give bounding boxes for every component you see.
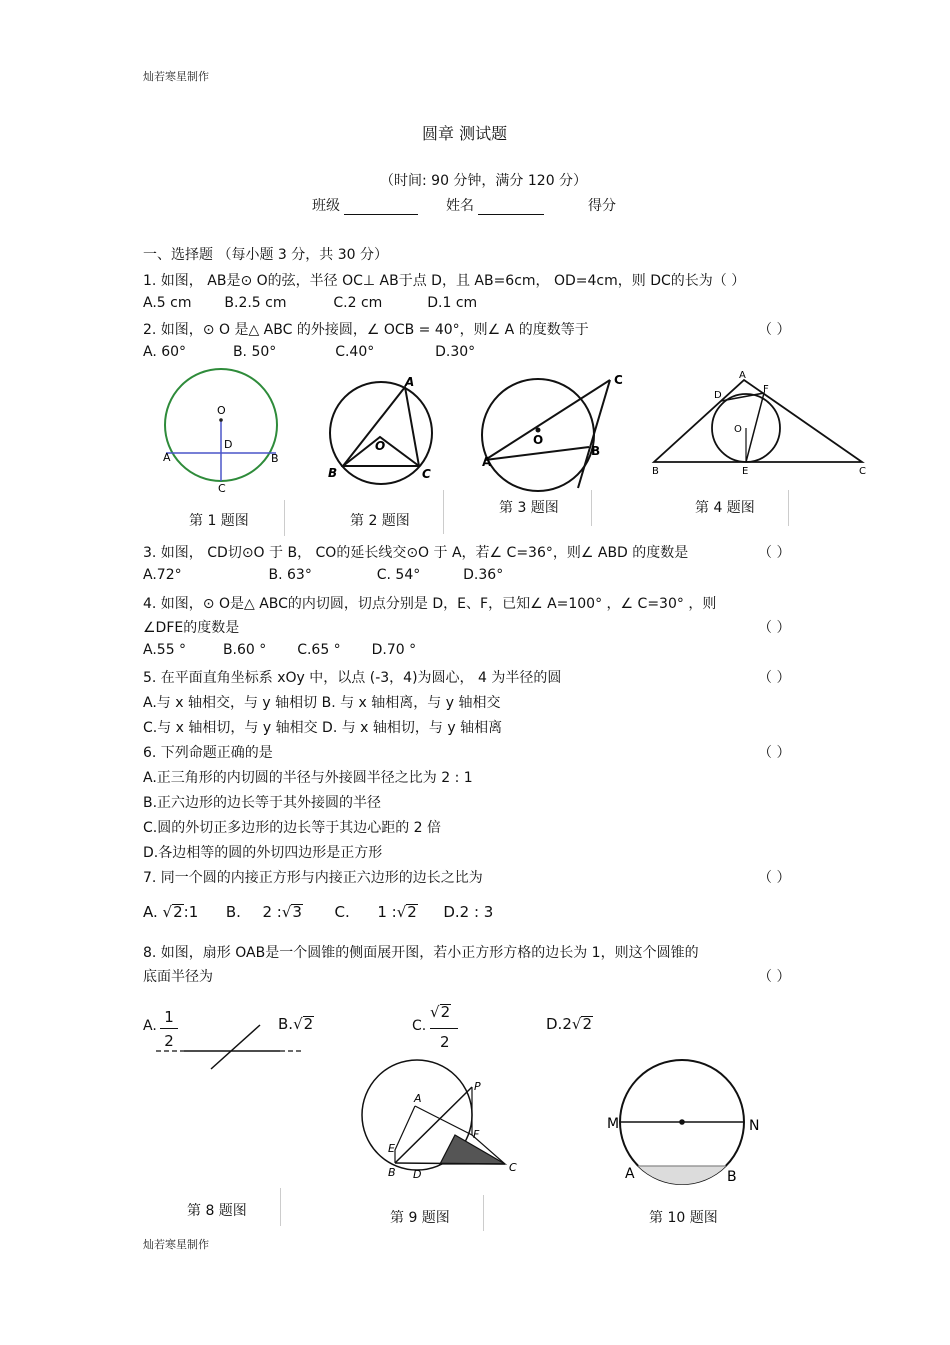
fig2-label-a: A bbox=[405, 375, 415, 389]
q6-option-c: C.圆的外切正多边形的边长等于其边心距的 2 倍 bbox=[143, 820, 442, 836]
q6-paren: （ ） bbox=[758, 745, 791, 761]
q7-options: A. √2:1 B. 2 :√3 C. 1 :√2 D.2 : 3 bbox=[143, 903, 494, 921]
q6-option-b: B.正六边形的边长等于其外接圆的半径 bbox=[143, 795, 382, 811]
fig8-caption: 第 8 题图 bbox=[187, 1203, 247, 1219]
q2-option-b: B. 50° bbox=[232, 344, 277, 360]
fig4-label-b: B bbox=[652, 466, 659, 477]
q7-opt-a-label: A. bbox=[143, 903, 158, 921]
q2-option-a: A. 60° bbox=[143, 344, 187, 360]
fig4-label-c: C bbox=[859, 466, 866, 477]
fig3-label-b: B bbox=[591, 444, 601, 458]
q8-opt-b-root: 2 bbox=[303, 1015, 314, 1033]
fig2-caption: 第 2 题图 bbox=[350, 513, 410, 529]
q7-opt-d: D.2 : 3 bbox=[443, 903, 494, 921]
fig9-label-c: C bbox=[509, 1161, 517, 1174]
fig-divider bbox=[284, 500, 285, 536]
fig9-label-b: B bbox=[388, 1166, 396, 1179]
q1-option-b: B.2.5 cm bbox=[224, 295, 287, 311]
fig-divider bbox=[788, 490, 789, 526]
fig3-label-c: C bbox=[614, 373, 623, 387]
fig4-triangle bbox=[654, 380, 862, 462]
q4-options bbox=[143, 642, 416, 658]
q5-options-ab: A.与 x 轴相交，与 y 轴相切 B. 与 x 轴相离，与 y 轴相交 bbox=[143, 695, 501, 711]
page-title: 圆章 测试题 bbox=[422, 124, 508, 143]
q8-diagonal bbox=[211, 1025, 260, 1069]
q8-opt-c-num-wrap: √2 bbox=[430, 1003, 451, 1021]
fig10-segment bbox=[638, 1166, 726, 1184]
watermark-top: 灿若寒星制作 bbox=[143, 70, 209, 83]
q8-stem: 8. 如图，扇形 OAB是一个圆锥的侧面展开图，若小正方形方格的边长为 1，则这个圆锥的 bbox=[143, 945, 699, 961]
q7-opt-a-tail: :1 bbox=[183, 903, 199, 921]
q7-opt-b-label: B. bbox=[225, 903, 241, 921]
score-label: 得分 bbox=[588, 198, 616, 214]
fig-divider bbox=[443, 490, 444, 534]
section-heading: 一、选择题 （每小题 3 分，共 30 分） bbox=[143, 247, 388, 263]
fig10-label-b: B bbox=[727, 1169, 737, 1185]
fig1-label-c: C bbox=[218, 482, 226, 495]
q1-option-d: D.1 cm bbox=[427, 295, 478, 311]
q4-option-c: C.65 ° bbox=[297, 642, 341, 658]
fig2-label-b: B bbox=[328, 466, 338, 480]
figure-3 bbox=[478, 370, 628, 488]
q6-option-d: D.各边相等的圆的外切四边形是正方形 bbox=[143, 845, 383, 861]
fig1-center bbox=[219, 418, 223, 422]
watermark-bottom: 灿若寒星制作 bbox=[143, 1238, 209, 1251]
fig1-caption: 第 1 题图 bbox=[189, 513, 249, 529]
q3-option-c: C. 54° bbox=[376, 567, 421, 583]
q8-opt-d: D.2√2 bbox=[546, 1015, 592, 1033]
fig-divider bbox=[280, 1188, 281, 1226]
q7-opt-b-root: 3 bbox=[292, 903, 302, 921]
class-label: 班级 bbox=[312, 198, 340, 214]
q3-option-d: D.36° bbox=[463, 567, 504, 583]
fig4-label-d: D bbox=[714, 390, 722, 401]
name-blank bbox=[478, 200, 544, 215]
q4-paren: （ ） bbox=[758, 620, 791, 636]
figure-9 bbox=[360, 1050, 530, 1185]
fig3-center bbox=[536, 428, 541, 433]
q7-opt-c-head: 1 : bbox=[377, 903, 397, 921]
fig2-triangle bbox=[343, 387, 419, 466]
figure-1 bbox=[160, 364, 290, 494]
q7-stem: 7. 同一个圆的内接正方形与内接正六边形的边长之比为 bbox=[143, 870, 483, 886]
fig1-label-d: D bbox=[224, 438, 233, 451]
q8-opt-d-head: 2 bbox=[562, 1015, 572, 1033]
fig4-def-lines bbox=[721, 393, 764, 462]
class-field bbox=[312, 195, 418, 215]
q8-opt-c-num: 2 bbox=[440, 1003, 451, 1021]
q8-opt-a-den: 2 bbox=[164, 1032, 174, 1050]
q6-stem: 6. 下列命题正确的是 bbox=[143, 745, 273, 761]
fig2-label-o: O bbox=[375, 439, 386, 453]
q8-opt-d-label: D. bbox=[546, 1015, 563, 1033]
q7-opt-b-head: 2 : bbox=[262, 903, 282, 921]
q5-paren: （ ） bbox=[758, 670, 791, 686]
q8-opt-c-label: C. bbox=[412, 1018, 427, 1034]
q7-paren: （ ） bbox=[758, 870, 791, 886]
fig4-label-e: E bbox=[742, 466, 749, 477]
q7-opt-a-root: 2 bbox=[173, 903, 183, 921]
q4-option-a: A.55 ° bbox=[143, 642, 187, 658]
q8-paren: （ ） bbox=[758, 969, 791, 985]
name-field bbox=[446, 195, 544, 215]
q4-option-d: D.70 ° bbox=[371, 642, 417, 658]
figure-10 bbox=[602, 1055, 772, 1190]
fig9-caption: 第 9 题图 bbox=[390, 1210, 450, 1226]
q8-opt-c-den: 2 bbox=[440, 1033, 450, 1051]
fig3-tangent-cd bbox=[578, 380, 610, 488]
q6-option-a: A.正三角形的内切圆的半径与外接圆半径之比为 2 : 1 bbox=[143, 770, 473, 786]
fig1-label-b: B bbox=[271, 452, 279, 465]
q8-stem2: 底面半径为 bbox=[143, 969, 213, 985]
fig4-label-f: F bbox=[763, 384, 769, 395]
q8-opt-d-root: 2 bbox=[582, 1015, 592, 1033]
q8-opt-a-num: 1 bbox=[164, 1008, 174, 1026]
q1-options bbox=[143, 295, 477, 311]
fig3-caption: 第 3 题图 bbox=[499, 500, 559, 516]
fig3-label-a: A bbox=[482, 455, 492, 469]
fig4-label-a: A bbox=[739, 370, 746, 381]
q2-option-c: C.40° bbox=[335, 344, 375, 360]
name-label: 姓名 bbox=[446, 198, 474, 214]
fig1-label-o: O bbox=[217, 404, 226, 417]
q7-opt-c-label: C. bbox=[334, 903, 350, 921]
q8-opt-b: B.√2 bbox=[278, 1015, 314, 1033]
q2-option-d: D.30° bbox=[435, 344, 476, 360]
figure-2 bbox=[325, 372, 445, 487]
q4-option-b: B.60 ° bbox=[222, 642, 267, 658]
q2-options bbox=[143, 344, 475, 360]
fig9-line-aeb bbox=[395, 1106, 415, 1163]
fig10-label-m: M bbox=[607, 1116, 620, 1132]
q1-option-a: A.5 cm bbox=[143, 295, 192, 311]
q3-paren: （ ） bbox=[758, 545, 791, 561]
q2-stem: 2. 如图，⊙ O 是△ ABC 的外接圆，∠ OCB = 40°，则∠ A 的度数等于 bbox=[143, 322, 589, 338]
q1-option-c: C.2 cm bbox=[333, 295, 383, 311]
fig9-label-d: D bbox=[413, 1168, 422, 1181]
fig10-caption: 第 10 题图 bbox=[649, 1210, 718, 1226]
time-info: （时间: 90 分钟，满分 120 分） bbox=[380, 173, 588, 189]
fig-divider bbox=[591, 490, 592, 526]
q7-opt-c-root: 2 bbox=[407, 903, 417, 921]
q4-stem2: ∠DFE的度数是 bbox=[143, 620, 240, 636]
q3-stem: 3. 如图， CD切⊙O 于 B， CO的延长线交⊙O 于 A，若∠ C=36°，则∠ ABD 的度数是 bbox=[143, 545, 689, 561]
fig1-label-a: A bbox=[163, 451, 171, 464]
q2-paren: （ ） bbox=[758, 322, 791, 338]
fig10-center bbox=[679, 1119, 685, 1125]
fig9-line-bc bbox=[395, 1163, 505, 1164]
q4-stem: 4. 如图，⊙ O是△ ABC的内切圆，切点分别是 D，E、F，已知∠ A=100° ，∠ C=30° ，则 bbox=[143, 596, 717, 612]
class-blank bbox=[344, 200, 418, 215]
fig10-label-a: A bbox=[625, 1166, 635, 1182]
q8-opt-c-fracbar bbox=[430, 1028, 458, 1029]
q3-option-a: A.72° bbox=[143, 567, 182, 583]
q5-options-cd: C.与 x 轴相切，与 y 轴相交 D. 与 x 轴相切，与 y 轴相离 bbox=[143, 720, 503, 736]
fig2-circle bbox=[330, 382, 432, 484]
q8-opt-a-label: A. bbox=[143, 1018, 157, 1034]
q3-option-b: B. 63° bbox=[268, 567, 312, 583]
q3-options bbox=[143, 567, 503, 583]
fig-divider bbox=[483, 1195, 484, 1231]
figure-4 bbox=[648, 368, 873, 478]
fig9-label-f: F bbox=[473, 1128, 480, 1141]
fig4-caption: 第 4 题图 bbox=[695, 500, 755, 516]
q8-opt-b-label: B. bbox=[278, 1015, 294, 1033]
fig10-label-n: N bbox=[749, 1118, 760, 1134]
q5-stem: 5. 在平面直角坐标系 xOy 中，以点 (-3，4)为圆心， 4 为半径的圆 bbox=[143, 670, 562, 686]
fig4-label-o: O bbox=[734, 424, 742, 435]
fig9-label-e: E bbox=[388, 1142, 395, 1155]
fig9-label-a: A bbox=[414, 1092, 422, 1105]
fig9-label-p: P bbox=[474, 1080, 481, 1093]
q1-stem: 1. 如图， AB是⊙ O的弦，半径 OC⊥ AB于点 D，且 AB=6cm， OD=4cm，则 DC的长为（ ） bbox=[143, 273, 746, 289]
fig2-label-c: C bbox=[422, 467, 431, 481]
fig3-label-o: O bbox=[533, 433, 544, 447]
